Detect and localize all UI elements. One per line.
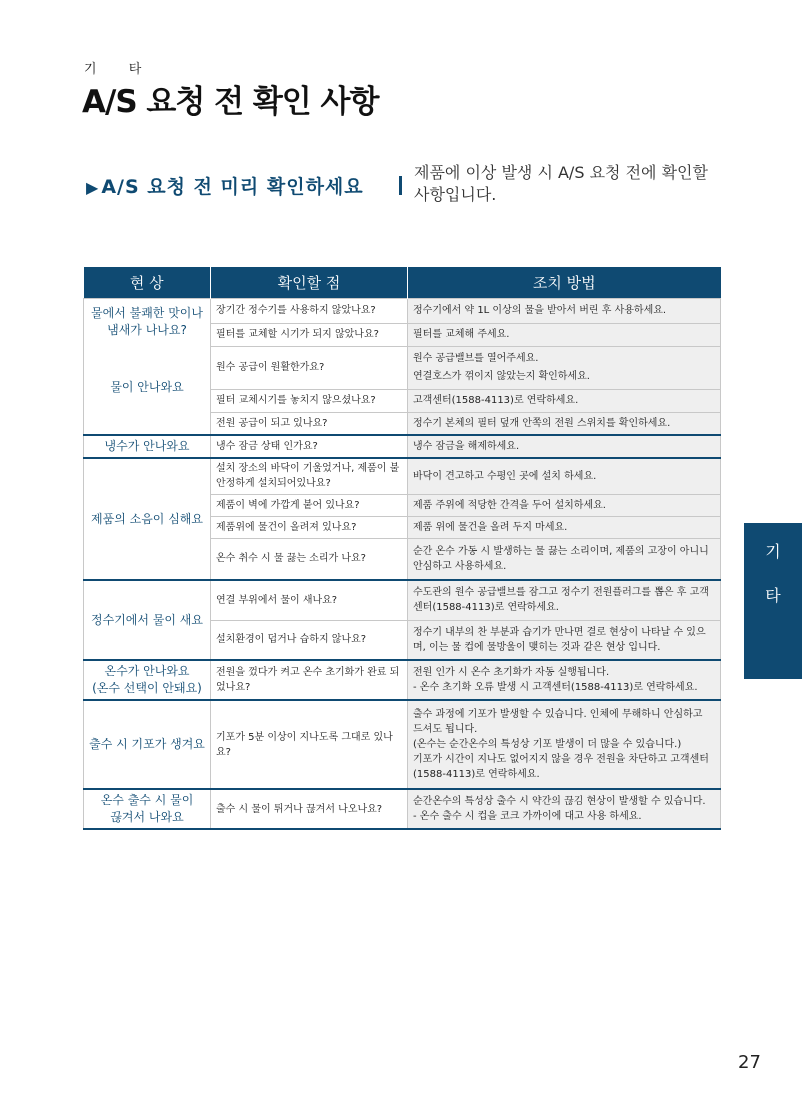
action-cell (408, 538, 721, 580)
action-cell (408, 389, 721, 412)
action-line: 순간온수의 특성상 출수 시 약간의 끊김 현상이 발생할 수 있습니다. (413, 796, 706, 807)
phenomenon-text: 물에서 불쾌한 맛이나 냄새가 나나요? (91, 306, 203, 337)
side-tab-char: 기 (765, 542, 781, 561)
page-number: 27 (738, 1052, 761, 1073)
check-cell: 설치 장소의 바닥이 기울었거나, 제품이 불안정하게 설치되어있나요? (211, 458, 408, 494)
action-cell (408, 700, 721, 789)
phenomenon-cell: 정수기에서 물이 새요 (84, 580, 211, 660)
action-line: (온수는 순간온수의 특성상 기포 발생이 더 많을 수 있습니다.) (413, 739, 682, 750)
check-cell: 장기간 정수기를 사용하지 않았나요? (211, 299, 408, 324)
check-cell: 원수 공급이 원활한가요? (211, 346, 408, 389)
action-cell (408, 620, 721, 660)
check-cell: 전원을 껐다가 켜고 온수 초기화가 완료 되었나요? (211, 660, 408, 700)
check-cell: 냉수 잠금 상태 인가요? (211, 435, 408, 458)
page-title: A/S 요청 전 확인 사항 (82, 84, 379, 120)
section-side-tab (744, 523, 802, 679)
action-line: 연결호스가 꺾이지 않았는지 확인하세요. (413, 371, 590, 383)
action-line: 원수 공급밸브를 열어주세요. (413, 353, 539, 365)
table-row (84, 700, 721, 789)
action-cell (408, 412, 721, 435)
table-row (84, 435, 721, 458)
action-cell (408, 580, 721, 620)
phenomenon-cell (84, 660, 211, 700)
phenomenon-cell: 온수 출수 시 물이 끊겨서 나와요 (84, 789, 211, 829)
phenomenon-cell: 출수 시 기포가 생겨요 (84, 700, 211, 789)
action-line: 정수기 본체의 필터 덮개 안쪽의 전원 스위치를 확인하세요. (413, 417, 671, 429)
check-cell: 설치환경이 덥거나 습하지 않나요? (211, 620, 408, 660)
phenomenon-cell (84, 299, 211, 436)
action-line: 수도관의 원수 공급밸브를 잠그고 정수기 전원플러그를 뽑은 후 고객센터(1588-4113)로 연락하세요. (413, 587, 709, 614)
action-line: 필터를 교체해 주세요. (413, 329, 510, 341)
action-line: 제품 주위에 적당한 간격을 두어 설치하세요. (413, 499, 606, 511)
phenomenon-text: (온수 선택이 안돼요) (92, 681, 202, 695)
phenomenon-text: 물이 안나와요 (110, 380, 184, 394)
action-cell (408, 346, 721, 389)
header-action: 조치 방법 (408, 267, 721, 299)
check-cell: 필터 교체시기를 놓치지 않으셨나요? (211, 389, 408, 412)
check-cell: 출수 시 물이 튀거나 끊겨서 나오나요? (211, 789, 408, 829)
action-line: - 온수 출수 시 컵을 코크 가까이에 대고 사용 하세요. (413, 811, 642, 822)
subhead-description: 제품에 이상 발생 시 A/S 요청 전에 확인할 사항입니다. (414, 163, 708, 204)
troubleshooting-table (83, 267, 721, 830)
phenomenon-cell: 제품의 소음이 심해요 (84, 458, 211, 580)
check-cell: 제품위에 물건이 올려져 있나요? (211, 516, 408, 538)
table-row (84, 299, 721, 324)
table-row (84, 789, 721, 829)
table-row (84, 580, 721, 620)
action-line: 냉수 잠금을 해제하세요. (413, 441, 520, 452)
action-line: 출수 과정에 기포가 발생할 수 있습니다. 인체에 무해하니 안심하고 드셔도 됩니다. (413, 709, 703, 735)
subhead-title: A/S 요청 전 미리 확인하세요 (101, 176, 364, 198)
table-row (84, 458, 721, 494)
action-cell (408, 494, 721, 516)
header-phenomenon: 현 상 (84, 267, 211, 299)
header-check: 확인할 점 (211, 267, 408, 299)
action-cell (408, 299, 721, 324)
check-cell: 필터를 교체할 시기가 되지 않았나요? (211, 323, 408, 346)
phenomenon-cell: 냉수가 안나와요 (84, 435, 211, 458)
action-line: 고객센터(1588-4113)로 연락하세요. (413, 395, 579, 407)
action-line: 전원 인가 시 온수 초기화가 자동 실행됩니다. (413, 667, 610, 678)
table-header-row (84, 267, 721, 299)
check-cell: 기포가 5분 이상이 지나도록 그대로 있나요? (211, 700, 408, 789)
check-cell: 전원 공급이 되고 있나요? (211, 412, 408, 435)
action-cell (408, 516, 721, 538)
action-line: 정수기에서 약 1L 이상의 물을 받아서 버린 후 사용하세요. (413, 305, 667, 317)
subhead (86, 172, 364, 199)
action-cell (408, 789, 721, 829)
phenomenon-text: 온수가 안나와요 (104, 664, 190, 678)
action-cell (408, 660, 721, 700)
action-line: 정수기 내부의 찬 부분과 습기가 만나면 결로 현상이 나타날 수 있으며, 이는 물 컵에 물방울이 맺히는 것과 같은 현상 입니다. (413, 626, 706, 653)
subhead-divider (399, 176, 402, 195)
check-cell: 온수 취수 시 물 끓는 소리가 나요? (211, 538, 408, 580)
check-cell: 제품이 벽에 가깝게 붙어 있나요? (211, 494, 408, 516)
action-cell (408, 458, 721, 494)
action-cell (408, 435, 721, 458)
section-label: 기 타 (84, 62, 156, 77)
action-line: - 온수 초기화 오류 발생 시 고객센터(1588-4113)로 연락하세요. (413, 682, 698, 693)
triangle-marker-icon: ▶ (86, 178, 100, 197)
side-tab-char: 타 (765, 586, 781, 605)
table-row (84, 660, 721, 700)
check-cell: 연결 부위에서 물이 새나요? (211, 580, 408, 620)
action-line: 바닥이 견고하고 수평인 곳에 설치 하세요. (413, 470, 597, 482)
action-line: 제품 위에 물건을 올려 두지 마세요. (413, 521, 568, 533)
action-line: 순간 온수 가동 시 발생하는 물 끓는 소리이며, 제품의 고장이 아니니 안심하고 사용하세요. (413, 545, 709, 572)
action-line: 기포가 시간이 지나도 없어지지 않을 경우 전원을 차단하고 고객센터(1588-4113)로 연락하세요. (413, 754, 709, 780)
action-cell (408, 323, 721, 346)
